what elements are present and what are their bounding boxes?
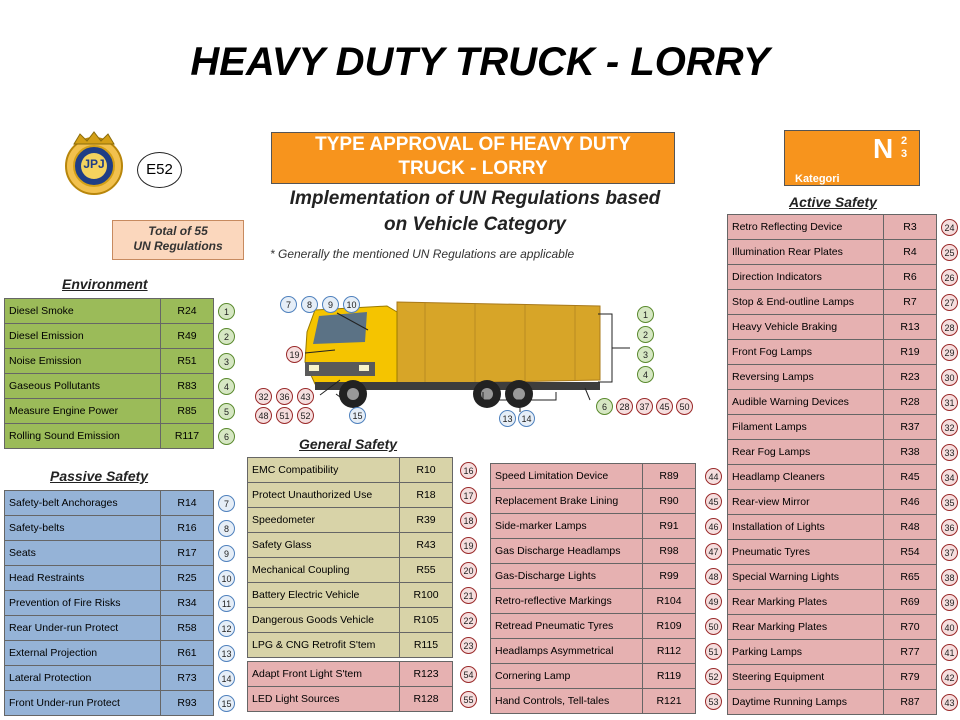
regulation-number-badge: 1 <box>218 303 235 320</box>
regulation-number-badge: 46 <box>705 518 722 535</box>
diagram-badge: 51 <box>276 407 293 424</box>
diagram-badge: 6 <box>596 398 613 415</box>
total-line1: Total of 55 <box>148 224 208 238</box>
regulation-number-badge: 2 <box>218 328 235 345</box>
regulation-code: R46 <box>884 490 937 515</box>
regulation-name: Parking Lamps <box>728 640 884 665</box>
regulation-code: R79 <box>884 665 937 690</box>
regulation-number-badge: 32 <box>941 419 958 436</box>
passive-safety-title: Passive Safety <box>50 468 149 484</box>
regulation-name: Retro Reflecting Device <box>728 215 884 240</box>
regulation-code: R98 <box>643 539 696 564</box>
regulation-name: Retro-reflective Markings <box>491 589 643 614</box>
category-sub2: 3 <box>901 148 908 160</box>
regulation-number-badge: 17 <box>460 487 477 504</box>
environment-title: Environment <box>62 276 148 292</box>
regulation-code: R89 <box>643 464 696 489</box>
regulation-name: Rolling Sound Emission <box>5 424 161 449</box>
logo-text: JPJ <box>83 157 105 171</box>
regulation-name: Steering Equipment <box>728 665 884 690</box>
regulation-number-badge: 22 <box>460 612 477 629</box>
regulation-code: R105 <box>400 608 453 633</box>
regulation-number-badge: 13 <box>218 645 235 662</box>
regulation-code: R10 <box>400 458 453 483</box>
regulation-name: Speedometer <box>248 508 400 533</box>
regulation-number-badge: 31 <box>941 394 958 411</box>
regulation-name: Side-marker Lamps <box>491 514 643 539</box>
regulation-name: Installation of Lights <box>728 515 884 540</box>
regulation-number-badge: 39 <box>941 594 958 611</box>
regulation-number-badge: 18 <box>460 512 477 529</box>
regulation-code: R117 <box>161 424 214 449</box>
regulation-number-badge: 29 <box>941 344 958 361</box>
regulation-number-badge: 41 <box>941 644 958 661</box>
regulation-code: R7 <box>884 290 937 315</box>
regulation-name: Rear Marking Plates <box>728 590 884 615</box>
regulation-code: R14 <box>161 491 214 516</box>
regulation-number-badge: 45 <box>705 493 722 510</box>
regulation-code: R18 <box>400 483 453 508</box>
regulation-number-badge: 16 <box>460 462 477 479</box>
regulation-name: Noise Emission <box>5 349 161 374</box>
regulation-code: R19 <box>884 340 937 365</box>
regulation-code: R61 <box>161 641 214 666</box>
active-safety-title: Active Safety <box>789 194 877 210</box>
diagram-badge: 15 <box>349 407 366 424</box>
regulation-number-badge: 40 <box>941 619 958 636</box>
regulation-name: Battery Electric Vehicle <box>248 583 400 608</box>
regulation-code: R6 <box>884 265 937 290</box>
regulation-code: R39 <box>400 508 453 533</box>
regulation-name: Dangerous Goods Vehicle <box>248 608 400 633</box>
regulation-name: Gaseous Pollutants <box>5 374 161 399</box>
regulation-code: R13 <box>884 315 937 340</box>
regulation-code: R121 <box>643 689 696 714</box>
regulation-code: R28 <box>884 390 937 415</box>
regulation-name: Headlamps Asymmetrical <box>491 639 643 664</box>
diagram-badge: 9 <box>322 296 339 313</box>
regulation-code: R112 <box>643 639 696 664</box>
regulation-code: R43 <box>400 533 453 558</box>
regulation-number-badge: 24 <box>941 219 958 236</box>
regulation-number-badge: 9 <box>218 545 235 562</box>
diagram-badge: 36 <box>276 388 293 405</box>
regulation-number-badge: 5 <box>218 403 235 420</box>
regulation-code: R104 <box>643 589 696 614</box>
regulation-number-badge: 50 <box>705 618 722 635</box>
implementation-line2: on Vehicle Category <box>384 214 566 235</box>
regulation-code: R115 <box>400 633 453 658</box>
regulation-name: Cornering Lamp <box>491 664 643 689</box>
regulation-code: R25 <box>161 566 214 591</box>
diagram-badge: 14 <box>518 410 535 427</box>
regulation-name: Heavy Vehicle Braking <box>728 315 884 340</box>
regulation-code: R54 <box>884 540 937 565</box>
regulation-code: R17 <box>161 541 214 566</box>
diagram-badge: 43 <box>297 388 314 405</box>
regulation-number-badge: 6 <box>218 428 235 445</box>
regulation-code: R119 <box>643 664 696 689</box>
regulation-name: LED Light Sources <box>248 687 400 712</box>
regulation-number-badge: 28 <box>941 319 958 336</box>
type-approval-line1: TYPE APPROVAL OF HEAVY DUTY <box>315 134 631 155</box>
regulation-code: R49 <box>161 324 214 349</box>
regulation-name: Lateral Protection <box>5 666 161 691</box>
regulation-code: R4 <box>884 240 937 265</box>
regulation-name: Headlamp Cleaners <box>728 465 884 490</box>
regulation-number-badge: 25 <box>941 244 958 261</box>
regulation-number-badge: 42 <box>941 669 958 686</box>
total-line2: UN Regulations <box>133 239 223 253</box>
regulation-code: R58 <box>161 616 214 641</box>
implementation-line1: Implementation of UN Regulations based <box>289 188 661 209</box>
regulation-number-badge: 33 <box>941 444 958 461</box>
regulation-code: R99 <box>643 564 696 589</box>
regulation-number-badge: 21 <box>460 587 477 604</box>
regulation-number-badge: 7 <box>218 495 235 512</box>
regulation-code: R69 <box>884 590 937 615</box>
regulation-code: R37 <box>884 415 937 440</box>
regulation-name: Diesel Emission <box>5 324 161 349</box>
diagram-badge: 10 <box>343 296 360 313</box>
regulation-code: R23 <box>884 365 937 390</box>
regulation-number-badge: 3 <box>218 353 235 370</box>
category-sub1: 2 <box>901 135 908 147</box>
regulation-name: Mechanical Coupling <box>248 558 400 583</box>
regulation-name: Adapt Front Light S'tem <box>248 662 400 687</box>
regulation-code: R70 <box>884 615 937 640</box>
regulation-name: Seats <box>5 541 161 566</box>
regulation-number-badge: 10 <box>218 570 235 587</box>
regulation-number-badge: 35 <box>941 494 958 511</box>
regulation-number-badge: 34 <box>941 469 958 486</box>
regulation-name: Direction Indicators <box>728 265 884 290</box>
regulation-name: Safety Glass <box>248 533 400 558</box>
regulation-code: R48 <box>884 515 937 540</box>
regulation-number-badge: 15 <box>218 695 235 712</box>
regulation-code: R3 <box>884 215 937 240</box>
regulation-name: Pneumatic Tyres <box>728 540 884 565</box>
regulation-name: Reversing Lamps <box>728 365 884 390</box>
regulation-code: R83 <box>161 374 214 399</box>
diagram-badge: 45 <box>656 398 673 415</box>
regulation-name: Diesel Smoke <box>5 299 161 324</box>
regulation-number-badge: 12 <box>218 620 235 637</box>
regulation-code: R123 <box>400 662 453 687</box>
regulation-name: Safety-belt Anchorages <box>5 491 161 516</box>
regulation-code: R100 <box>400 583 453 608</box>
regulation-name: Front Under-run Protect <box>5 691 161 716</box>
regulation-name: Front Fog Lamps <box>728 340 884 365</box>
regulation-name: Stop & End-outline Lamps <box>728 290 884 315</box>
regulation-code: R128 <box>400 687 453 712</box>
regulation-name: Special Warning Lights <box>728 565 884 590</box>
regulation-code: R85 <box>161 399 214 424</box>
regulation-name: Retread Pneumatic Tyres <box>491 614 643 639</box>
regulation-name: Prevention of Fire Risks <box>5 591 161 616</box>
diagram-badge: 1 <box>637 306 654 323</box>
regulation-number-badge: 19 <box>460 537 477 554</box>
general-safety-title: General Safety <box>299 436 398 452</box>
regulation-code: R109 <box>643 614 696 639</box>
regulation-code: R16 <box>161 516 214 541</box>
regulation-name: Speed Limitation Device <box>491 464 643 489</box>
regulation-code: R34 <box>161 591 214 616</box>
diagram-badge: 52 <box>297 407 314 424</box>
regulation-number-badge: 51 <box>705 643 722 660</box>
regulation-code: R77 <box>884 640 937 665</box>
regulation-name: EMC Compatibility <box>248 458 400 483</box>
regulation-name: Hand Controls, Tell-tales <box>491 689 643 714</box>
applicability-note: * Generally the mentioned UN Regulations are applicable <box>270 247 575 261</box>
regulation-code: R90 <box>643 489 696 514</box>
regulation-code: R93 <box>161 691 214 716</box>
regulation-number-badge: 20 <box>460 562 477 579</box>
regulation-name: Filament Lamps <box>728 415 884 440</box>
diagram-badge: 48 <box>255 407 272 424</box>
diagram-badge: 2 <box>637 326 654 343</box>
regulation-number-badge: 47 <box>705 543 722 560</box>
regulation-name: Rear Fog Lamps <box>728 440 884 465</box>
diagram-badge: 28 <box>616 398 633 415</box>
regulation-name: Protect Unauthorized Use <box>248 483 400 508</box>
diagram-badge: 50 <box>676 398 693 415</box>
regulation-code: R38 <box>884 440 937 465</box>
diagram-badge: 3 <box>637 346 654 363</box>
regulation-number-badge: 55 <box>460 691 477 708</box>
regulation-name: Gas Discharge Headlamps <box>491 539 643 564</box>
diagram-badge: 32 <box>255 388 272 405</box>
type-approval-line2: TRUCK - LORRY <box>398 158 548 179</box>
regulation-name: Rear Marking Plates <box>728 615 884 640</box>
regulation-name: Rear-view Mirror <box>728 490 884 515</box>
regulation-number-badge: 43 <box>941 694 958 711</box>
regulation-number-badge: 49 <box>705 593 722 610</box>
regulation-number-badge: 48 <box>705 568 722 585</box>
regulation-name: Gas-Discharge Lights <box>491 564 643 589</box>
regulation-code: R87 <box>884 690 937 715</box>
regulation-number-badge: 4 <box>218 378 235 395</box>
regulation-name: Replacement Brake Lining <box>491 489 643 514</box>
diagram-badge: 7 <box>280 296 297 313</box>
regulation-number-badge: 36 <box>941 519 958 536</box>
regulation-name: Safety-belts <box>5 516 161 541</box>
regulation-number-badge: 14 <box>218 670 235 687</box>
regulation-number-badge: 23 <box>460 637 477 654</box>
regulation-number-badge: 53 <box>705 693 722 710</box>
regulation-code: R24 <box>161 299 214 324</box>
regulation-name: Measure Engine Power <box>5 399 161 424</box>
regulation-code: R55 <box>400 558 453 583</box>
diagram-badge: 4 <box>637 366 654 383</box>
diagram-badge: 8 <box>301 296 318 313</box>
regulation-code: R91 <box>643 514 696 539</box>
regulation-name: Audible Warning Devices <box>728 390 884 415</box>
diagram-badge: 19 <box>286 346 303 363</box>
diagram-badge: 13 <box>499 410 516 427</box>
regulation-name: LPG & CNG Retrofit S'tem <box>248 633 400 658</box>
regulation-code: R51 <box>161 349 214 374</box>
regulation-name: External Projection <box>5 641 161 666</box>
category-letter: N <box>873 133 894 164</box>
regulation-number-badge: 44 <box>705 468 722 485</box>
diagram-badge: 37 <box>636 398 653 415</box>
regulation-number-badge: 38 <box>941 569 958 586</box>
category-label: Kategori <box>795 173 840 185</box>
regulation-code: R73 <box>161 666 214 691</box>
regulation-name: Rear Under-run Protect <box>5 616 161 641</box>
regulation-number-badge: 8 <box>218 520 235 537</box>
e-mark: E52 <box>137 152 182 188</box>
regulation-number-badge: 30 <box>941 369 958 386</box>
regulation-name: Illumination Rear Plates <box>728 240 884 265</box>
regulation-number-badge: 26 <box>941 269 958 286</box>
regulation-code: R45 <box>884 465 937 490</box>
regulation-number-badge: 11 <box>218 595 235 612</box>
regulation-name: Daytime Running Lamps <box>728 690 884 715</box>
regulation-name: Head Restraints <box>5 566 161 591</box>
regulation-number-badge: 37 <box>941 544 958 561</box>
page-title: HEAVY DUTY TRUCK - LORRY <box>190 40 770 84</box>
regulation-number-badge: 52 <box>705 668 722 685</box>
regulation-number-badge: 27 <box>941 294 958 311</box>
regulation-code: R65 <box>884 565 937 590</box>
regulation-number-badge: 54 <box>460 666 477 683</box>
